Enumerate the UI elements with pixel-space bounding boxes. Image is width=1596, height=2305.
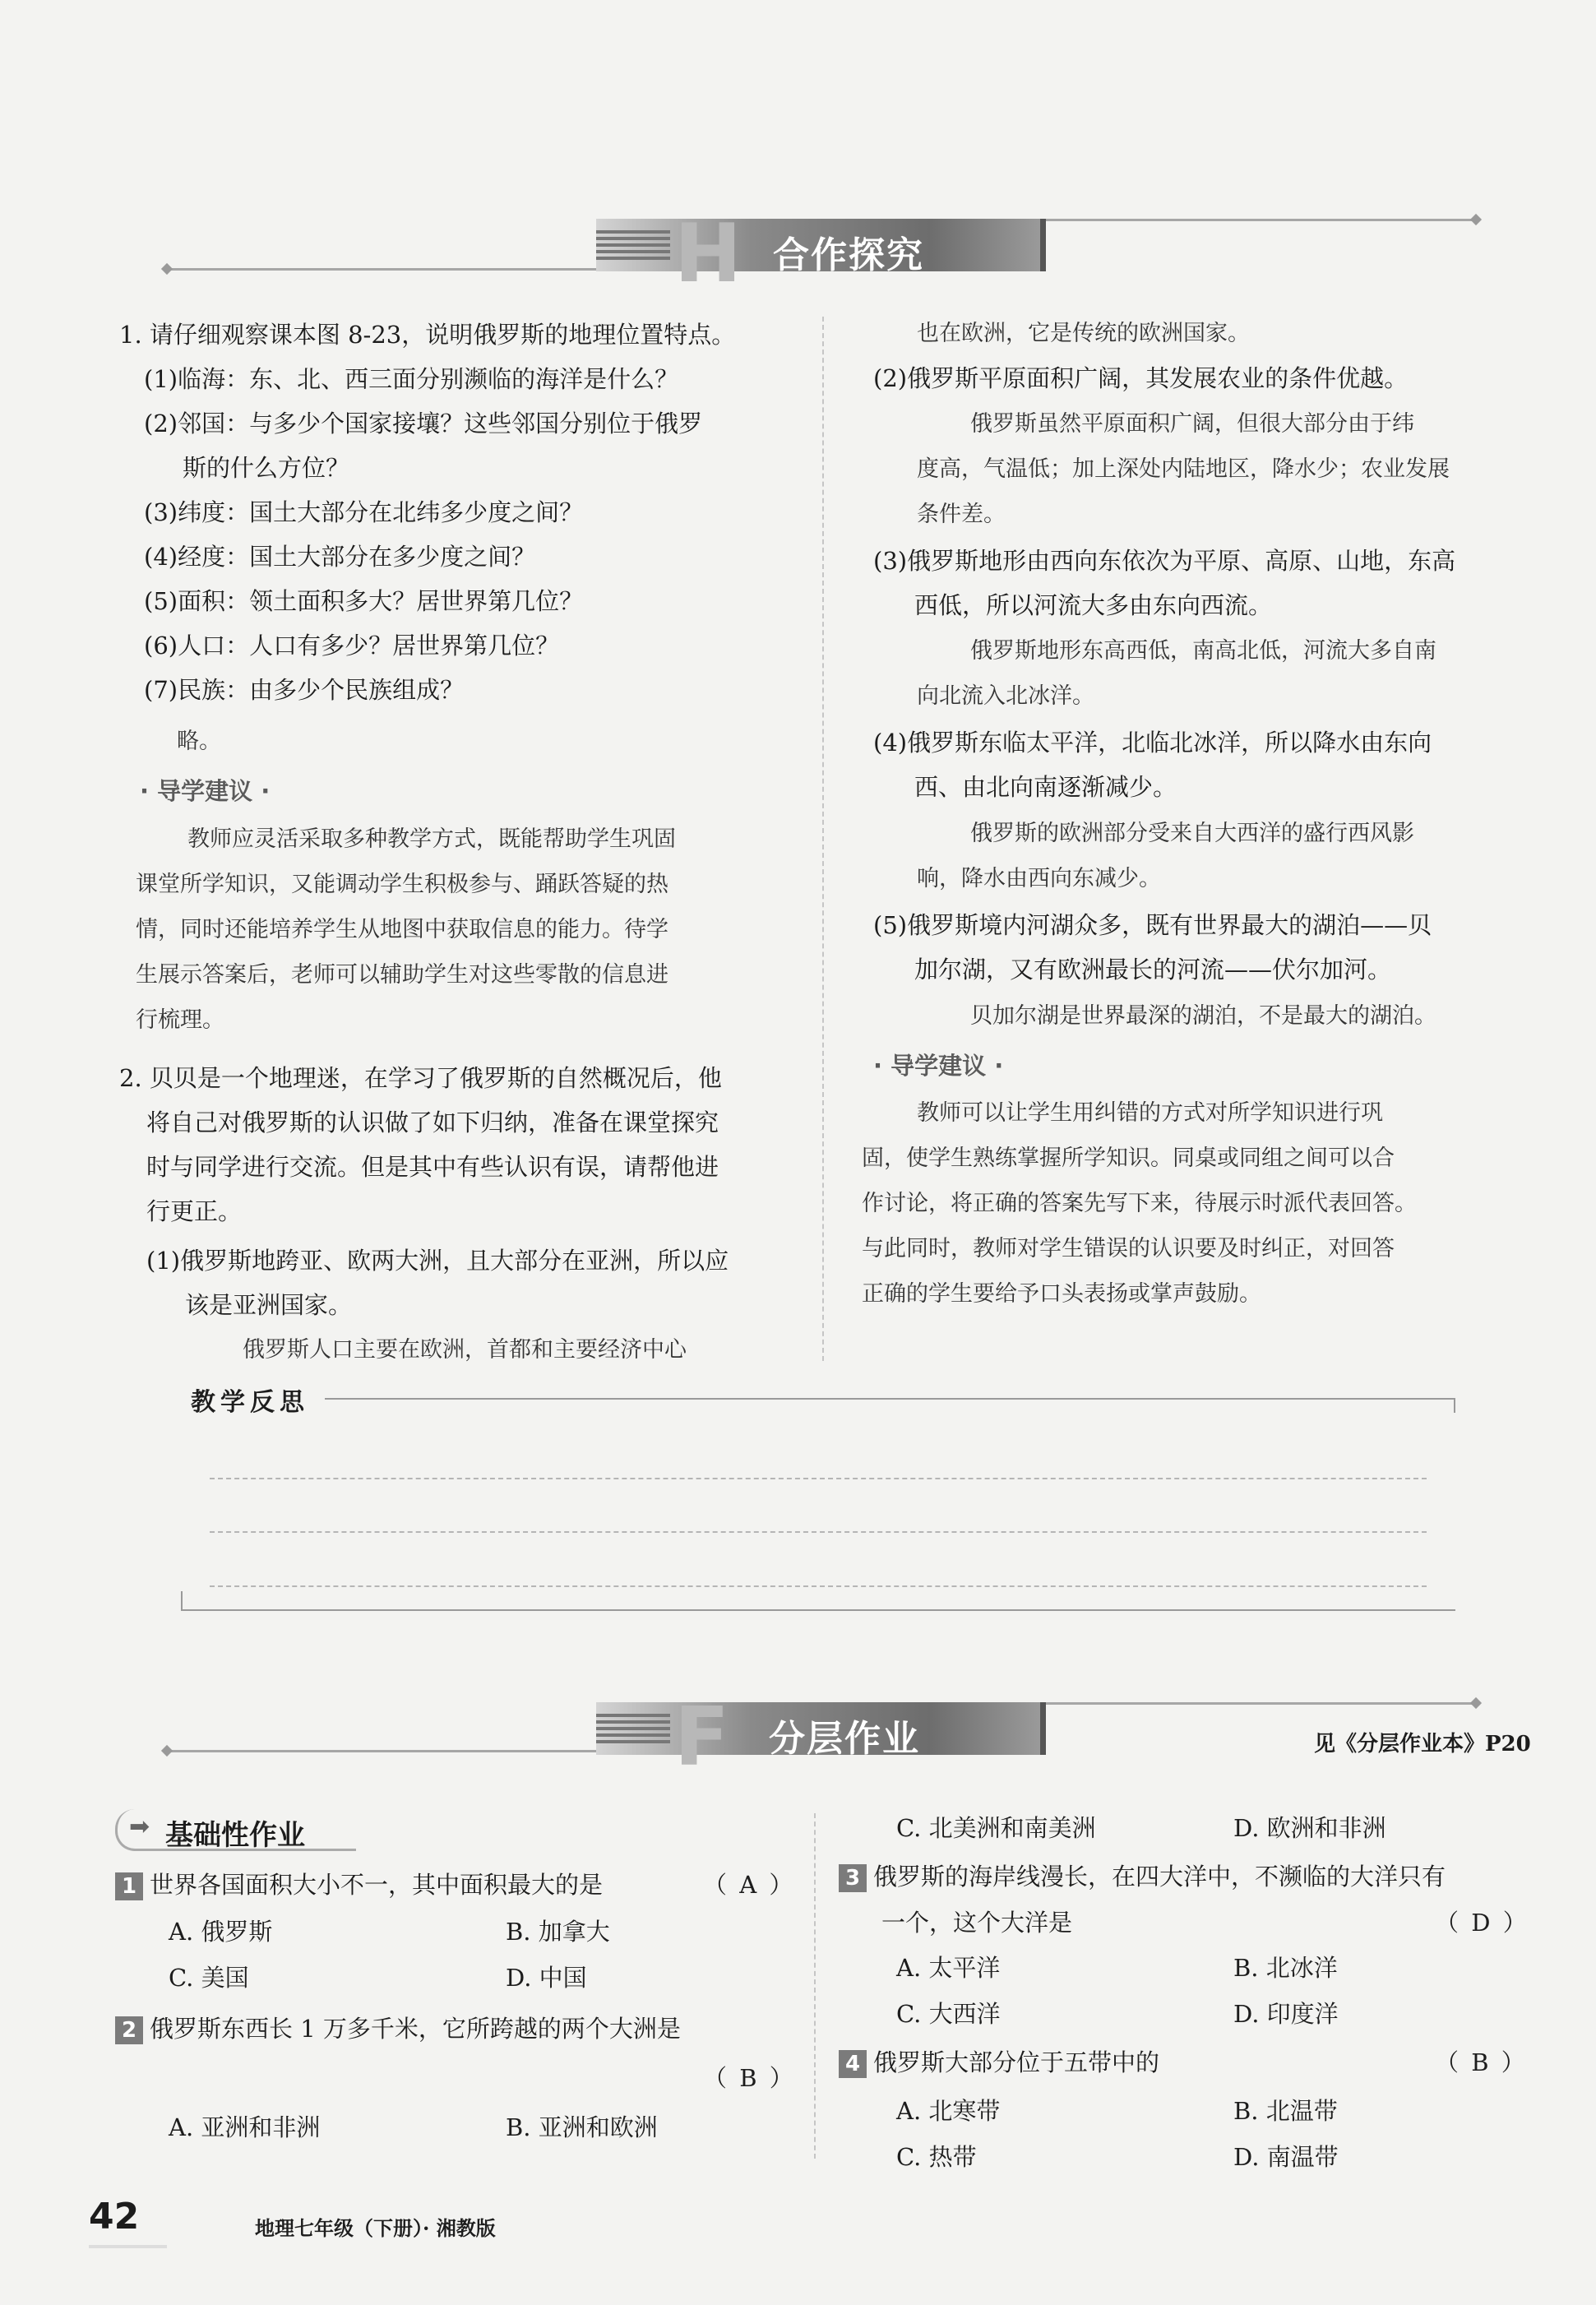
hw-q4-option-c[interactable]: C. 热带 bbox=[896, 2143, 977, 2171]
q2-item1-line-1: (1)俄罗斯地跨亚、欧两大洲，且大部分在亚洲，所以应 bbox=[146, 1247, 729, 1275]
hw-banner-stripes bbox=[596, 1714, 670, 1743]
reflection-title: 教学反思 bbox=[191, 1388, 309, 1417]
hw-q2 bbox=[115, 2006, 681, 2051]
hw-q1 bbox=[115, 1863, 603, 1907]
hw-q3-option-a[interactable]: A. 太平洋 bbox=[896, 1954, 1001, 1982]
section-letter: H bbox=[674, 207, 742, 301]
guide2-heading: · 导学建议 · bbox=[873, 1052, 1004, 1080]
guide2-line-4: 与此同时，教师对学生错误的认识要及时纠正，对回答 bbox=[862, 1236, 1395, 1261]
hw-rule-dot-left bbox=[161, 1745, 173, 1757]
hw-q1-option-c[interactable]: C. 美国 bbox=[169, 1964, 249, 1992]
hw-q1-option-a[interactable]: A. 俄罗斯 bbox=[169, 1918, 273, 1946]
q2-item5-answer: 贝加尔湖是世界最深的湖泊，不是最大的湖泊。 bbox=[970, 1003, 1436, 1029]
hw-reference[interactable]: 见《分层作业本》P20 bbox=[1314, 1732, 1531, 1757]
hw-q4-option-b[interactable]: B. 北温带 bbox=[1233, 2097, 1338, 2125]
hw-q4-option-d[interactable]: D. 南温带 bbox=[1233, 2143, 1339, 2171]
guide1-line-4: 生展示答案后，老师可以辅助学生对这些零散的信息进 bbox=[136, 962, 668, 988]
basic-title-tab bbox=[115, 1809, 356, 1851]
reflection-write-line-1[interactable] bbox=[210, 1478, 1427, 1479]
q1-item-2: (2)邻国：与多少个国家接壤？这些邻国分别位于俄罗 bbox=[144, 410, 703, 437]
page-number-underline bbox=[89, 2245, 167, 2248]
q1-item-1: (1)临海：东、北、西三面分别濒临的海洋是什么？ bbox=[144, 365, 679, 393]
q2-item1-answer-a: 俄罗斯人口主要在欧洲，首都和主要经济中心 bbox=[243, 1337, 687, 1363]
hw-q2-option-c[interactable]: C. 北美洲和南美洲 bbox=[896, 1814, 1096, 1842]
q1-answer: 略。 bbox=[177, 729, 221, 754]
q2-item2-answer-2: 度高，气温低；加上深处内陆地区，降水少；农业发展 bbox=[917, 456, 1450, 482]
q2-item2-answer-3: 条件差。 bbox=[917, 502, 1006, 527]
q2-item3-line-2: 西低，所以河流大多由东向西流。 bbox=[914, 591, 1273, 619]
q2-item4-line-1: (4)俄罗斯东临太平洋，北临北冰洋，所以降水由东向 bbox=[873, 729, 1432, 757]
q2-item3-answer-1: 俄罗斯地形东高西低，南高北低，河流大多自南 bbox=[970, 638, 1436, 664]
q1-item-3: (3)纬度：国土大部分在北纬多少度之间？ bbox=[144, 498, 584, 526]
q2-stem-1: 2. 贝贝是一个地理迷，在学习了俄罗斯的自然概况后，他 bbox=[119, 1064, 722, 1092]
reflection-write-line-2[interactable] bbox=[210, 1531, 1427, 1533]
guide1-line-5: 行梳理。 bbox=[136, 1007, 224, 1033]
q1-item-7: (7)民族：由多少个民族组成？ bbox=[144, 676, 465, 704]
hw-q3-option-b[interactable]: B. 北冰洋 bbox=[1233, 1954, 1338, 1982]
q2-item2: (2)俄罗斯平原面积广阔，其发展农业的条件优越。 bbox=[873, 364, 1409, 392]
hw-q4-number: 4 bbox=[839, 2050, 867, 2078]
guide2-line-2: 固，使学生熟练掌握所学知识。同桌或同组之间可以合 bbox=[862, 1146, 1395, 1171]
guide1-line-3: 情，同时还能培养学生从地图中获取信息的能力。待学 bbox=[136, 917, 668, 942]
q2-item4-answer-2: 响，降水由西向东减少。 bbox=[917, 866, 1161, 891]
header-rule-dot-right bbox=[1470, 214, 1482, 225]
hw-q3-option-d[interactable]: D. 印度洋 bbox=[1233, 2000, 1339, 2028]
q1-item-5: (5)面积：领土面积多大？居世界第几位？ bbox=[144, 587, 584, 615]
book-title: 地理七年级（下册）· 湘教版 bbox=[255, 2216, 496, 2240]
section-banner bbox=[596, 207, 1046, 301]
q1-item-4: (4)经度：国土大部分在多少度之间？ bbox=[144, 543, 536, 571]
header-rule-left bbox=[169, 268, 596, 271]
header-rule-right bbox=[1040, 219, 1476, 221]
hw-rule-right bbox=[1040, 1702, 1476, 1705]
hw-q4-stem: 俄罗斯大部分位于五带中的 bbox=[873, 2048, 1160, 2076]
hw-q2-stem: 俄罗斯东西长 1 万多千米，它所跨越的两个大洲是 bbox=[150, 2015, 681, 2043]
column-divider-bottom bbox=[814, 1813, 816, 2159]
hw-q2-number: 2 bbox=[115, 2016, 143, 2044]
guide2-line-5: 正确的学生要给予口头表扬或掌声鼓励。 bbox=[862, 1281, 1261, 1307]
reflection-write-line-3[interactable] bbox=[210, 1585, 1427, 1587]
q1-item-2-cont: 斯的什么方位？ bbox=[183, 454, 350, 482]
hw-rule-dot-right bbox=[1470, 1697, 1482, 1709]
hw-q1-stem: 世界各国面积大小不一，其中面积最大的是 bbox=[150, 1871, 604, 1899]
q2-stem-2: 将自己对俄罗斯的认识做了如下归纳，准备在课堂探究 bbox=[146, 1109, 719, 1136]
q2-stem-3: 时与同学进行交流。但是其中有些认识有误，请帮他进 bbox=[146, 1153, 719, 1181]
hw-q1-answer: （ A ） bbox=[703, 1871, 796, 1899]
section-title: 合作探究 bbox=[773, 234, 924, 276]
hw-q3-number: 3 bbox=[839, 1864, 867, 1892]
reflection-top-rule bbox=[325, 1398, 1455, 1400]
q1-item-6: (6)人口：人口有多少？居世界第几位？ bbox=[144, 632, 560, 660]
guide1-line-2: 课堂所学知识，又能调动学生积极参与、踊跃答疑的热 bbox=[136, 872, 668, 897]
reflection-left-edge bbox=[181, 1591, 183, 1609]
hw-rule-left bbox=[169, 1750, 596, 1752]
q2-item5-line-2: 加尔湖，又有欧洲最长的河流——伏尔加河。 bbox=[914, 956, 1392, 984]
hw-q3-stem: 俄罗斯的海岸线漫长，在四大洋中，不濒临的大洋只有 bbox=[873, 1863, 1446, 1891]
hw-section-letter: F bbox=[674, 1691, 729, 1784]
q2-item3-line-1: (3)俄罗斯地形由西向东依次为平原、高原、山地，东高 bbox=[873, 547, 1456, 575]
hw-section-title: 分层作业 bbox=[769, 1718, 920, 1760]
hw-q1-option-b[interactable]: B. 加拿大 bbox=[506, 1918, 610, 1946]
q2-item4-answer-1: 俄罗斯的欧洲部分受来自大西洋的盛行西风影 bbox=[970, 821, 1414, 846]
hw-q2-option-d[interactable]: D. 欧洲和非洲 bbox=[1233, 1814, 1386, 1842]
q2-item2-answer-1: 俄罗斯虽然平原面积广阔，但很大部分由于纬 bbox=[970, 411, 1414, 437]
hw-q3 bbox=[839, 1854, 1446, 1899]
guide1-line-1: 教师应灵活采取多种教学方式，既能帮助学生巩固 bbox=[187, 826, 676, 852]
header-rule-dot-left bbox=[161, 263, 173, 275]
reflection-bottom-rule bbox=[181, 1609, 1455, 1611]
hw-q2-answer: （ B ） bbox=[703, 2064, 796, 2092]
q2-item5-line-1: (5)俄罗斯境内河湖众多，既有世界最大的湖泊——贝 bbox=[873, 911, 1432, 939]
guide2-line-1: 教师可以让学生用纠错的方式对所学知识进行巩 bbox=[917, 1100, 1383, 1126]
arrow-icon: ➡ bbox=[129, 1812, 150, 1841]
hw-banner bbox=[596, 1691, 1046, 1784]
hw-q1-number: 1 bbox=[115, 1872, 143, 1900]
guide2-line-3: 作讨论，将正确的答案先写下来，待展示时派代表回答。 bbox=[862, 1191, 1417, 1216]
column-divider-top bbox=[822, 317, 824, 1361]
q2-stem-4: 行更正。 bbox=[146, 1197, 243, 1225]
hw-q2-option-b[interactable]: B. 亚洲和欧洲 bbox=[506, 2113, 658, 2141]
hw-q4-option-a[interactable]: A. 北寒带 bbox=[896, 2097, 1001, 2125]
q1-stem: 1. 请仔细观察课本图 8-23，说明俄罗斯的地理位置特点。 bbox=[119, 321, 736, 349]
q2-item1-line-2: 该是亚洲国家。 bbox=[185, 1291, 353, 1319]
hw-q3-answer: （ D ） bbox=[1435, 1909, 1529, 1937]
hw-q4-answer: （ B ） bbox=[1435, 2048, 1528, 2076]
basic-title: 基础性作业 bbox=[165, 1819, 305, 1852]
q2-item3-answer-2: 向北流入北冰洋。 bbox=[917, 683, 1094, 709]
page-number: 42 bbox=[89, 2196, 140, 2238]
guide1-heading: · 导学建议 · bbox=[140, 777, 271, 805]
hw-q1-option-d[interactable]: D. 中国 bbox=[506, 1964, 587, 1992]
banner-stripes bbox=[596, 230, 670, 260]
hw-q3-stem-2: 一个，这个大洋是 bbox=[881, 1909, 1073, 1937]
q2-item4-line-2: 西、由北向南逐渐减少。 bbox=[914, 773, 1177, 801]
hw-q2-option-a[interactable]: A. 亚洲和非洲 bbox=[169, 2113, 321, 2141]
hw-q3-option-c[interactable]: C. 大西洋 bbox=[896, 2000, 1001, 2028]
q2-item1-answer-b: 也在欧洲，它是传统的欧洲国家。 bbox=[917, 321, 1250, 346]
reflection-right-edge bbox=[1454, 1398, 1455, 1413]
hw-q4 bbox=[839, 2040, 1159, 2085]
